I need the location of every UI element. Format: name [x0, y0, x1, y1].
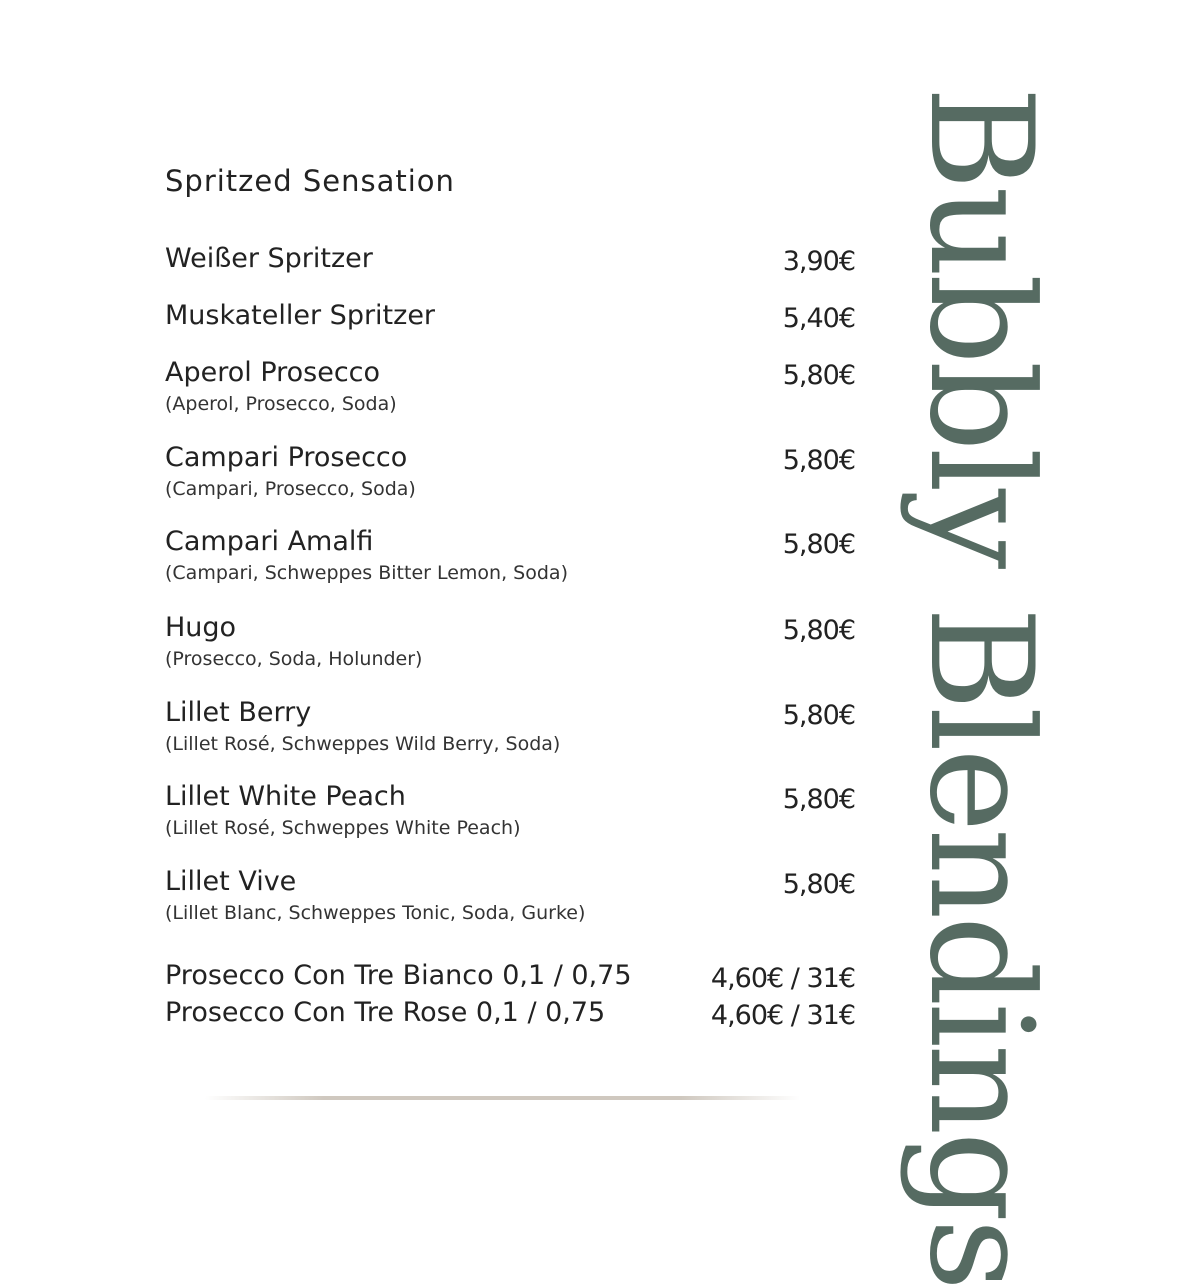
- item-name: Prosecco Con Tre Rose 0,1 / 0,75: [165, 997, 606, 1028]
- item-price: 5,80€: [782, 869, 855, 900]
- item-price: 5,80€: [782, 529, 855, 560]
- item-name: Muskateller Spritzer: [165, 300, 436, 331]
- menu-item: [165, 300, 855, 360]
- item-price: 4,60€ / 31€: [710, 1000, 855, 1031]
- item-name: Lillet Berry: [165, 697, 312, 728]
- menu-item: [165, 697, 855, 757]
- menu-item: [165, 243, 855, 303]
- item-price: 3,90€: [782, 246, 855, 277]
- item-price: 5,80€: [782, 445, 855, 476]
- menu-item: [165, 997, 855, 1057]
- item-description: (Campari, Schweppes Bitter Lemon, Soda): [165, 562, 568, 584]
- item-name: Campari Prosecco: [165, 442, 408, 473]
- menu-item: [165, 357, 855, 417]
- divider: [205, 1096, 800, 1100]
- section-title: Spritzed Sensation: [165, 164, 455, 198]
- menu-item: [165, 442, 855, 502]
- menu-item: [165, 866, 855, 926]
- item-name: Hugo: [165, 612, 237, 643]
- item-name: Prosecco Con Tre Bianco 0,1 / 0,75: [165, 960, 632, 991]
- menu-item: [165, 612, 855, 672]
- item-price: 5,80€: [782, 615, 855, 646]
- menu-item: [165, 781, 855, 841]
- menu-item: [165, 526, 855, 586]
- item-description: (Prosecco, Soda, Holunder): [165, 648, 423, 670]
- vertical-title: Bubbly Blendings: [898, 86, 1063, 1287]
- item-description: (Campari, Prosecco, Soda): [165, 478, 416, 500]
- item-price: 5,80€: [782, 784, 855, 815]
- item-price: 5,80€: [782, 360, 855, 391]
- item-name: Campari Amalfi: [165, 526, 374, 557]
- item-name: Aperol Prosecco: [165, 357, 381, 388]
- item-description: (Lillet Rosé, Schweppes Wild Berry, Soda): [165, 733, 561, 755]
- item-price: 5,40€: [782, 303, 855, 334]
- item-name: Lillet Vive: [165, 866, 297, 897]
- item-description: (Lillet Rosé, Schweppes White Peach): [165, 817, 521, 839]
- item-name: Lillet White Peach: [165, 781, 406, 812]
- item-price: 5,80€: [782, 700, 855, 731]
- item-price: 4,60€ / 31€: [710, 963, 855, 994]
- item-name: Weißer Spritzer: [165, 243, 373, 274]
- item-description: (Aperol, Prosecco, Soda): [165, 393, 397, 415]
- item-description: (Lillet Blanc, Schweppes Tonic, Soda, Gurke): [165, 902, 586, 924]
